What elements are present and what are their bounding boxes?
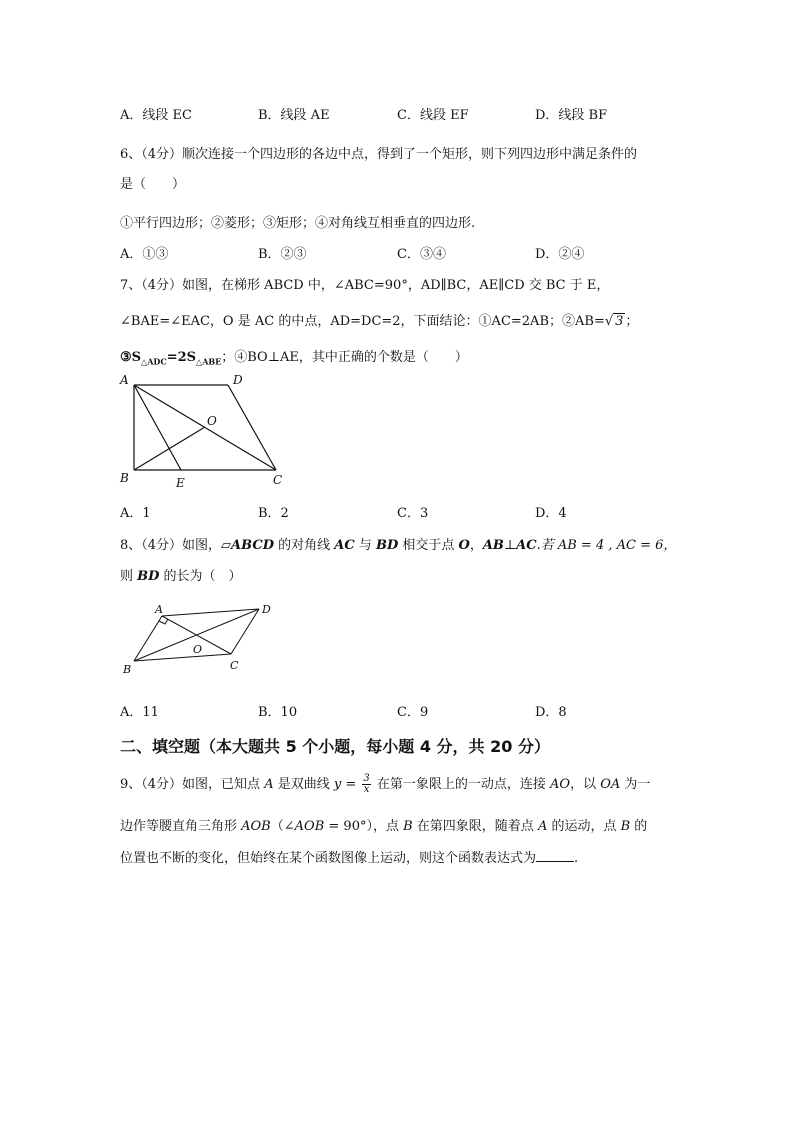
- q6-stem-line1: 6、（4分）顺次连接一个四边形的各边中点，得到了一个矩形，则下列四边形中满足条件的: [120, 147, 638, 162]
- label-c: C: [230, 659, 239, 672]
- label-d: D: [233, 373, 243, 387]
- q9-stem-line1: 9、（4分）如图，已知点 A 是双曲线 y = $\frac{3}{x}$ 在第一象限上的一动点，连接 AO，以 OA 为一: [120, 773, 651, 795]
- right-angle-mark: [159, 619, 168, 624]
- q6-option-c: C．③④: [397, 247, 446, 262]
- q6-stem-line2: 是（ ）: [120, 177, 186, 192]
- label-b: B: [120, 471, 129, 485]
- edge-dc: [231, 609, 259, 654]
- q7-options: [120, 502, 720, 520]
- label-o: O: [193, 643, 203, 656]
- q9-stem-line3: 位置也不断的变化，但始终在某个函数图像上运动，则这个函数表达式为 .: [120, 851, 579, 866]
- answer-blank[interactable]: [536, 849, 574, 862]
- parallelogram-symbol: ▱: [221, 538, 232, 553]
- q7-option-c: C．3: [397, 506, 429, 521]
- q5-option-b: B．线段 AE: [258, 108, 330, 123]
- q7-trapezoid-figure: [115, 370, 295, 492]
- q5-option-a: A．线段 EC: [120, 108, 192, 123]
- section-heading: 二、填空题（本大题共 5 个小题，每小题 4 分，共 20 分）: [120, 737, 550, 756]
- label-o: O: [207, 414, 217, 428]
- segment-ae: [134, 385, 181, 470]
- edge-dc: [228, 385, 276, 470]
- label-a: A: [120, 373, 129, 387]
- q7-stem-line3: $③S_{\triangle ADC}=2S_{\triangle ABE}$；④BO⊥AE，其中正确的个数是（ ）: [120, 350, 468, 367]
- q7-option-b: B．2: [258, 506, 289, 521]
- label-a: A: [155, 603, 163, 616]
- q7-option-a: A．1: [120, 506, 151, 521]
- q5-option-d: D．线段 BF: [535, 108, 608, 123]
- q7-stem-line1: 7、（4分）如图，在梯形 ABCD 中，∠ABC=90°，AD∥BC，AE∥CD 交 BC 于 E，: [120, 278, 610, 293]
- q7-stem-line2: ∠BAE=∠EAC，O 是 AC 的中点，AD=DC=2，下面结论：①AC=2AB；②AB=√ 3 ；: [120, 314, 639, 329]
- q8-option-b: B．10: [258, 705, 298, 720]
- label-e: E: [176, 476, 185, 490]
- label-d: D: [262, 603, 271, 616]
- fraction-3-over-x: $\frac{3}{x}$: [363, 773, 370, 795]
- q8-options: [120, 701, 720, 719]
- q8-stem-line2: 则 BD 的长为（ ）: [120, 569, 242, 584]
- q8-option-c: C．9: [397, 705, 429, 720]
- q7-option-d: D．4: [535, 506, 567, 521]
- edge-ab: [134, 616, 162, 661]
- q6-options: [120, 243, 720, 261]
- q8-option-d: D．8: [535, 705, 567, 720]
- label-b: B: [123, 663, 132, 676]
- q9-stem-line2: 边作等腰直角三角形 AOB（∠AOB = 90°），点 B 在第四象限，随着点 A 的运动，点 B 的: [120, 819, 648, 834]
- label-c: C: [273, 473, 283, 487]
- q6-option-a: A．①③: [120, 247, 169, 262]
- q8-option-a: A．11: [120, 705, 159, 720]
- q6-conditions: ①平行四边形；②菱形；③矩形；④对角线互相垂直的四边形.: [120, 216, 476, 231]
- q5-options: [120, 104, 720, 122]
- q6-option-d: D．②④: [535, 247, 585, 262]
- q5-option-c: C．线段 EF: [397, 108, 469, 123]
- segment-bo: [134, 427, 205, 470]
- q6-option-b: B．②③: [258, 247, 307, 262]
- q8-stem-line1: 8、（4分）如图，▱ABCD 的对角线 AC 与 BD 相交于点 O，AB⊥AC.若 AB = 4 , AC = 6，: [120, 538, 677, 553]
- q8-parallelogram-figure: [118, 600, 278, 680]
- sqrt-symbol: √ 3: [604, 314, 624, 329]
